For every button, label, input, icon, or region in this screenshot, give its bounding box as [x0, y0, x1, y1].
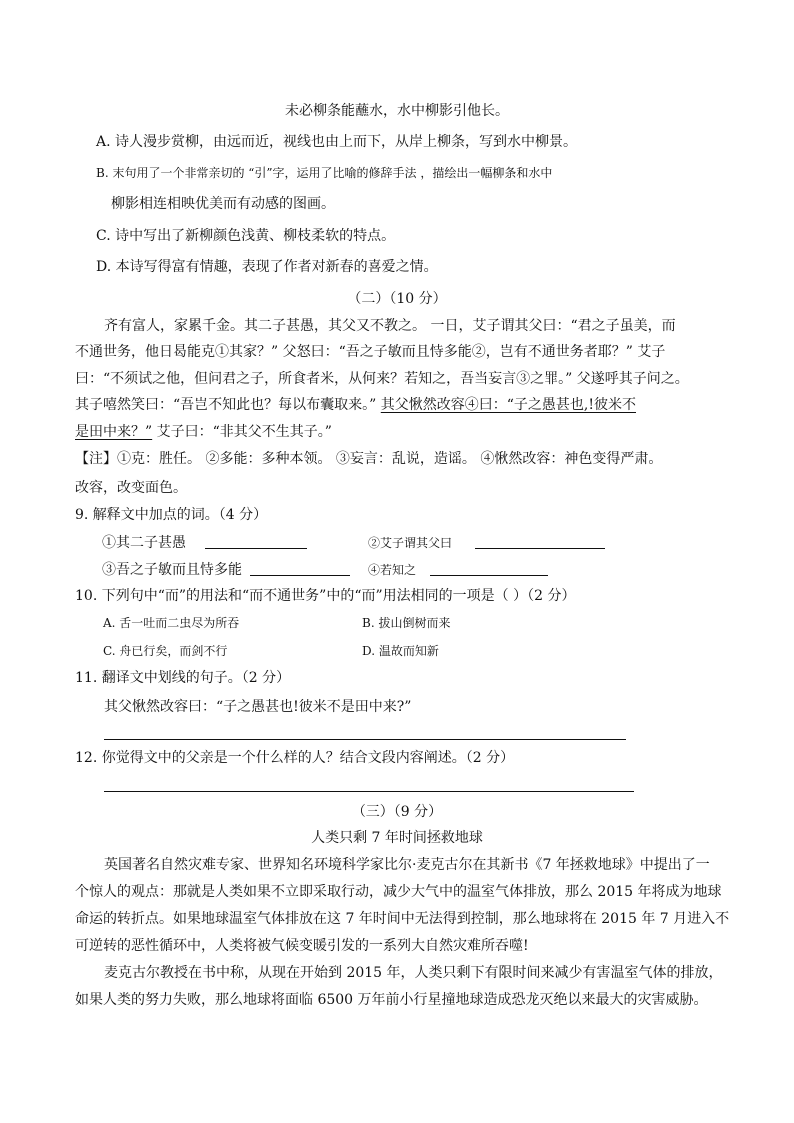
question-12: 12. 你觉得文中的父亲是一个什么样的人？结合文段内容阐述。（2 分）	[75, 750, 515, 766]
question-11: 11. 翻译文中划线的句子。（2 分）	[75, 670, 291, 686]
option-c: C. 诗中写出了新柳颜色浅黄、柳枝柔软的特点。	[96, 228, 396, 244]
notes-line: 【注】①克：胜任。 ②多能：多种本领。 ③妄言：乱说，造谣。 ④愀然改容：神色变得严肃。	[75, 451, 663, 467]
passage-line	[75, 422, 332, 442]
article-line: 如果人类的努力失败，那么地球将面临 6500 万年前小行星撞地球造成恐龙灭绝以来最大的灾害威胁。	[75, 992, 708, 1008]
passage-line: 不通世务，他日曷能克①其家？” 父怒曰：“吾之子敏而且恃多能②，岂有不通世务者耶？” 艾子	[75, 344, 666, 360]
passage-text: 其子嘻然笑曰：“吾岂不知此也？每以布囊取来。”	[75, 397, 381, 413]
option-d: D. 本诗写得富有情趣，表现了作者对新春的喜爱之情。	[96, 259, 438, 275]
answer-blank[interactable]	[430, 575, 548, 576]
section3-heading: （三）（9 分）	[351, 804, 443, 820]
option-b-line1: B. 末句用了一个非常亲切的 “引”字，运用了比喻的修辞手法 ，描绘出一幅柳条和水中	[96, 166, 553, 180]
answer-blank[interactable]	[475, 548, 605, 549]
passage-line: 曰：“不须试之他，但问君之子，所食者米，从何来？若知之，吾当妄言③之罪。” 父遂呼其子问之。	[75, 371, 689, 387]
answer-blank[interactable]	[250, 575, 350, 576]
q10-option: A. 舌一吐而二虫尽为所吞	[103, 616, 240, 630]
section2-heading: （二）（10 分）	[347, 291, 447, 307]
q9-item: ①其二子甚愚	[102, 535, 186, 551]
passage-line: 齐有富人，家累千金。其二子甚愚，其父又不教之。 一日，艾子谓其父曰：“君之子虽美，而	[104, 318, 676, 334]
poem-last-line: 未必柳条能蘸水，水中柳影引他长。	[285, 103, 509, 119]
answer-blank[interactable]	[205, 548, 307, 549]
q11-sentence: 其父愀然改容曰：“子之愚甚也!彼米不是田中来?”	[104, 699, 412, 715]
article-line: 英国著名自然灾难专家、世界知名环境科学家比尔·麦克古尔在其新书《7 年拯救地球》中提出了一	[104, 857, 710, 873]
answer-line[interactable]	[104, 791, 634, 792]
q10-option: B. 拔山倒树而来	[362, 616, 451, 630]
q9-item: ④若知之	[368, 563, 417, 577]
article-line: 个惊人的观点：那就是人类如果不立即采取行动，减少大气中的温室气体排放，那么 2015 年将成为地球	[75, 884, 722, 900]
passage-line	[75, 395, 636, 415]
q9-item: ②艾子谓其父曰	[368, 536, 453, 550]
q9-item: ③吾之子敏而且恃多能	[102, 562, 242, 578]
underlined-sentence: 其父愀然改容④曰：“子之愚甚也,!彼米不	[380, 397, 636, 413]
q10-option: C. 舟已行矣，而剑不行	[103, 644, 228, 658]
passage-text: 艾子曰：“非其父不生其子。”	[152, 424, 332, 440]
question-9: 9. 解释文中加点的词。（4 分）	[75, 507, 268, 523]
underlined-sentence: 是田中来？”	[75, 424, 153, 440]
question-10: 10. 下列句中“而”的用法和“而不通世务”中的“而”用法相同的一项是（ ）（2 分）	[75, 588, 576, 604]
answer-line[interactable]	[104, 739, 626, 740]
article-line: 命运的转折点。如果地球温室气体排放在这 7 年时间中无法得到控制，那么地球将在 2015 年 7 月进入不	[75, 911, 730, 927]
article-line: 可逆转的恶性循环中，人类将被气候变暖引发的一系列大自然灾难所吞噬!	[75, 938, 529, 954]
option-a: A. 诗人漫步赏柳，由远而近，视线也由上而下，从岸上柳条，写到水中柳景。	[96, 134, 578, 150]
article-line: 麦克古尔教授在书中称，从现在开始到 2015 年，人类只剩下有限时间来减少有害温室气体的排放，	[104, 965, 723, 981]
article-title: 人类只剩 7 年时间拯救地球	[311, 830, 483, 846]
option-b-line2: 柳影相连相映优美而有动感的图画。	[111, 196, 335, 212]
notes-line: 改容，改变面色。	[75, 480, 187, 496]
q10-option: D. 温故而知新	[362, 644, 439, 658]
